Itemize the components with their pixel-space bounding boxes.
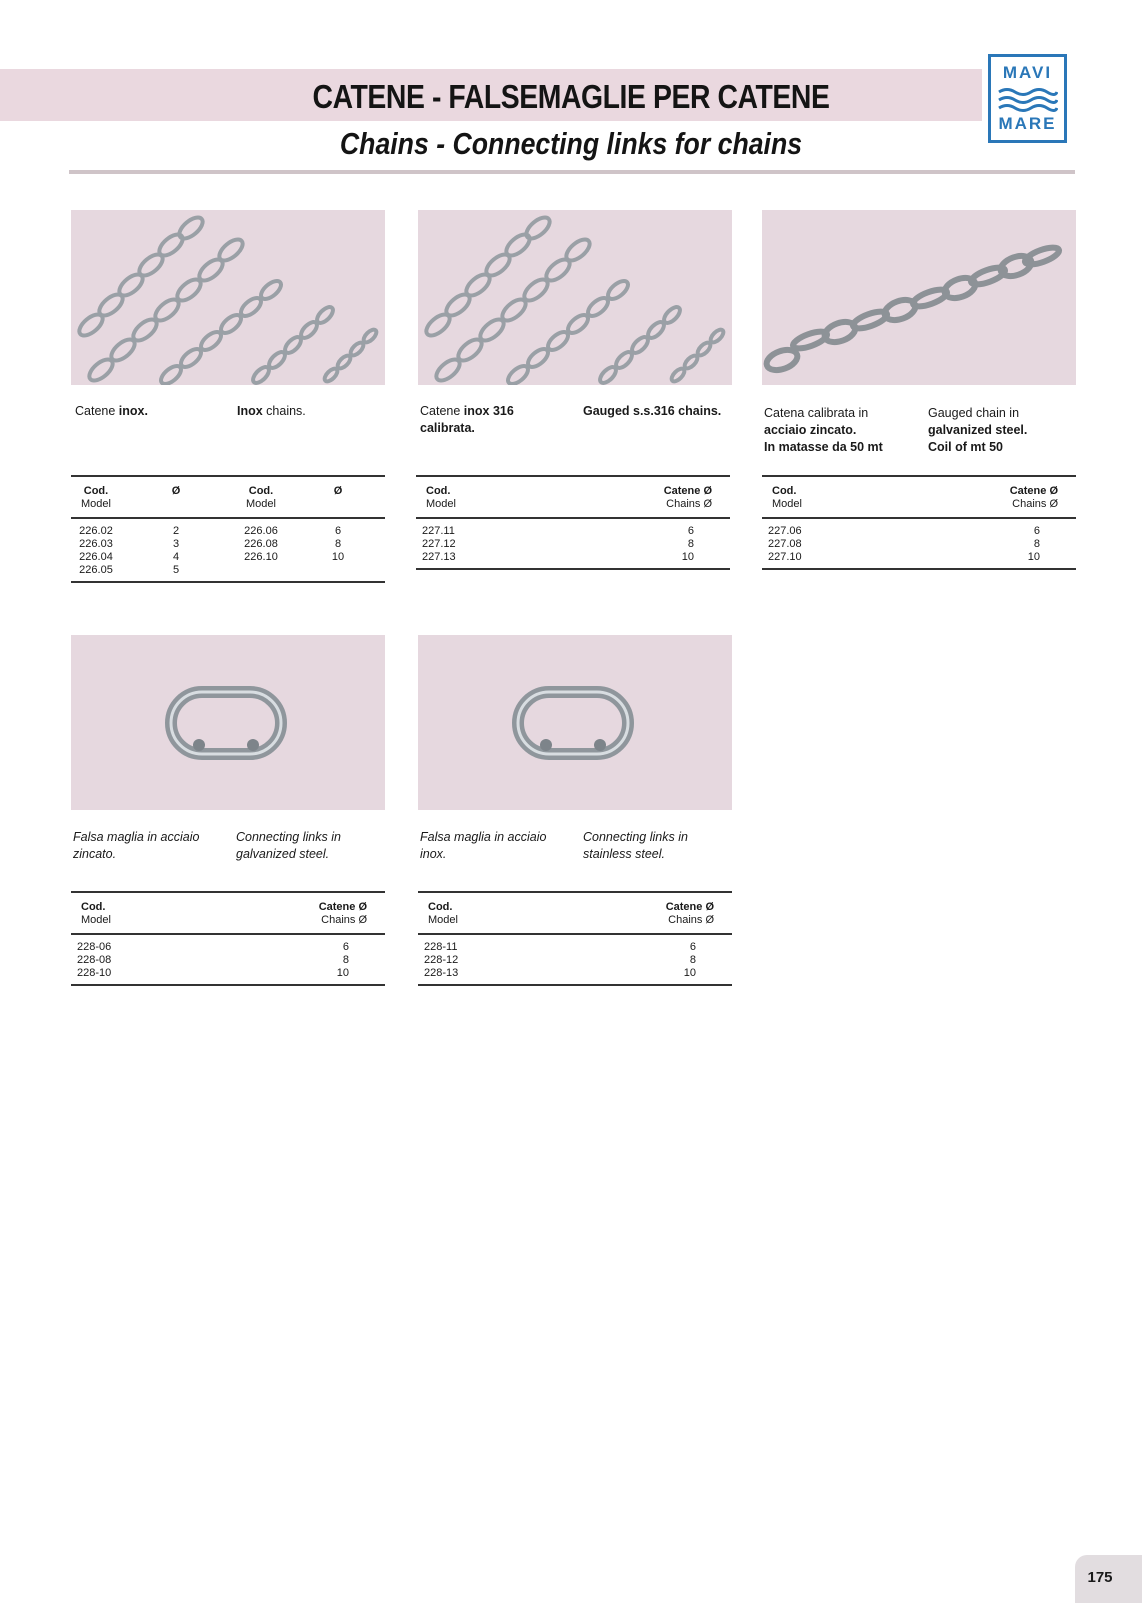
- product-4-desc-en: Connecting links in galvanized steel.: [236, 830, 341, 861]
- inox-316-chains-photo: [418, 210, 732, 385]
- product-3-spec-table: [762, 475, 1076, 570]
- inox-chains-photo: [71, 210, 385, 385]
- table-row: 228-12 8: [424, 954, 696, 966]
- logo-text-top: MAVI: [1002, 63, 1053, 82]
- table-row: 226.04 4 226.10 10: [79, 551, 345, 563]
- product-1-desc-it: Catene inox.: [75, 404, 148, 418]
- col-diam: Ø: [291, 476, 385, 518]
- galvanized-link-photo: [71, 635, 385, 810]
- col-diam: Catene Ø Chains Ø: [534, 476, 730, 518]
- product-5-desc-en: Connecting links in stainless steel.: [583, 830, 688, 861]
- page-number: 175: [1087, 1569, 1113, 1586]
- product-5-spec-table: [418, 891, 732, 986]
- table-row: 228-08 8: [77, 954, 349, 966]
- chain-image: [762, 210, 1076, 385]
- product-2-desc-en: Gauged s.s.316 chains.: [583, 404, 722, 418]
- stainless-link-photo: [418, 635, 732, 810]
- col-diam: Ø: [121, 476, 231, 518]
- table-row: 226.02 2 226.06 6: [79, 525, 342, 537]
- table-row: 228-13 10: [418, 967, 732, 985]
- col-diam: Catene Ø Chains Ø: [190, 892, 385, 934]
- logo-text-bottom: MARE: [998, 114, 1057, 133]
- col-diam: Catene Ø Chains Ø: [880, 476, 1076, 518]
- table-row: 227.10 10: [762, 551, 1076, 569]
- product-5-desc-it: Falsa maglia in acciaio inox.: [420, 830, 547, 861]
- col-diam: Catene Ø Chains Ø: [537, 892, 732, 934]
- col-cod: Cod. Model: [71, 892, 190, 934]
- table-row: 227.13 10: [416, 551, 730, 569]
- table-row: 227.12 8: [422, 538, 694, 550]
- product-2-spec-table: [416, 475, 730, 570]
- page-subtitle: Chains - Connecting links for chains: [339, 126, 803, 161]
- table-row: 228-10 10: [71, 967, 385, 985]
- table-row: 227.06 6: [768, 525, 1040, 537]
- col-cod: Cod. Model: [231, 476, 291, 518]
- chain-image: [71, 210, 385, 385]
- table-row: 227.11 6: [422, 525, 694, 537]
- table-row: 228-11 6: [424, 941, 696, 953]
- product-3-desc-it: Catena calibrata in acciaio zincato. In matasse da 50 mt: [764, 406, 883, 454]
- product-4-spec-table: [71, 891, 385, 986]
- galvanized-chain-photo: [762, 210, 1076, 385]
- table-row: 226.05 5: [71, 564, 385, 582]
- product-2-desc-it: Catene inox 316 calibrata.: [420, 404, 514, 435]
- chain-image: [418, 210, 732, 385]
- title-divider: [69, 170, 1075, 174]
- table-row: 227.08 8: [768, 538, 1040, 550]
- product-1-desc-en: Inox chains.: [237, 404, 306, 418]
- product-4-desc-it: Falsa maglia in acciaio zincato.: [73, 830, 200, 861]
- col-cod: Cod. Model: [418, 892, 537, 934]
- product-1-spec-table: [71, 475, 385, 583]
- table-row: 226.03 3 226.08 8: [79, 538, 342, 550]
- product-3-desc-en: Gauged chain in galvanized steel. Coil of mt 50: [928, 406, 1028, 454]
- waves-icon: [997, 87, 1058, 113]
- table-row: 228-06 6: [77, 941, 349, 953]
- connecting-link-image: [71, 635, 385, 810]
- mavi-mare-logo: [988, 54, 1067, 143]
- connecting-link-image: [418, 635, 732, 810]
- col-cod: Cod. Model: [71, 476, 121, 518]
- col-cod: Cod. Model: [416, 476, 534, 518]
- col-cod: Cod. Model: [762, 476, 880, 518]
- page-title: CATENE - FALSEMAGLIE PER CATENE: [312, 78, 830, 115]
